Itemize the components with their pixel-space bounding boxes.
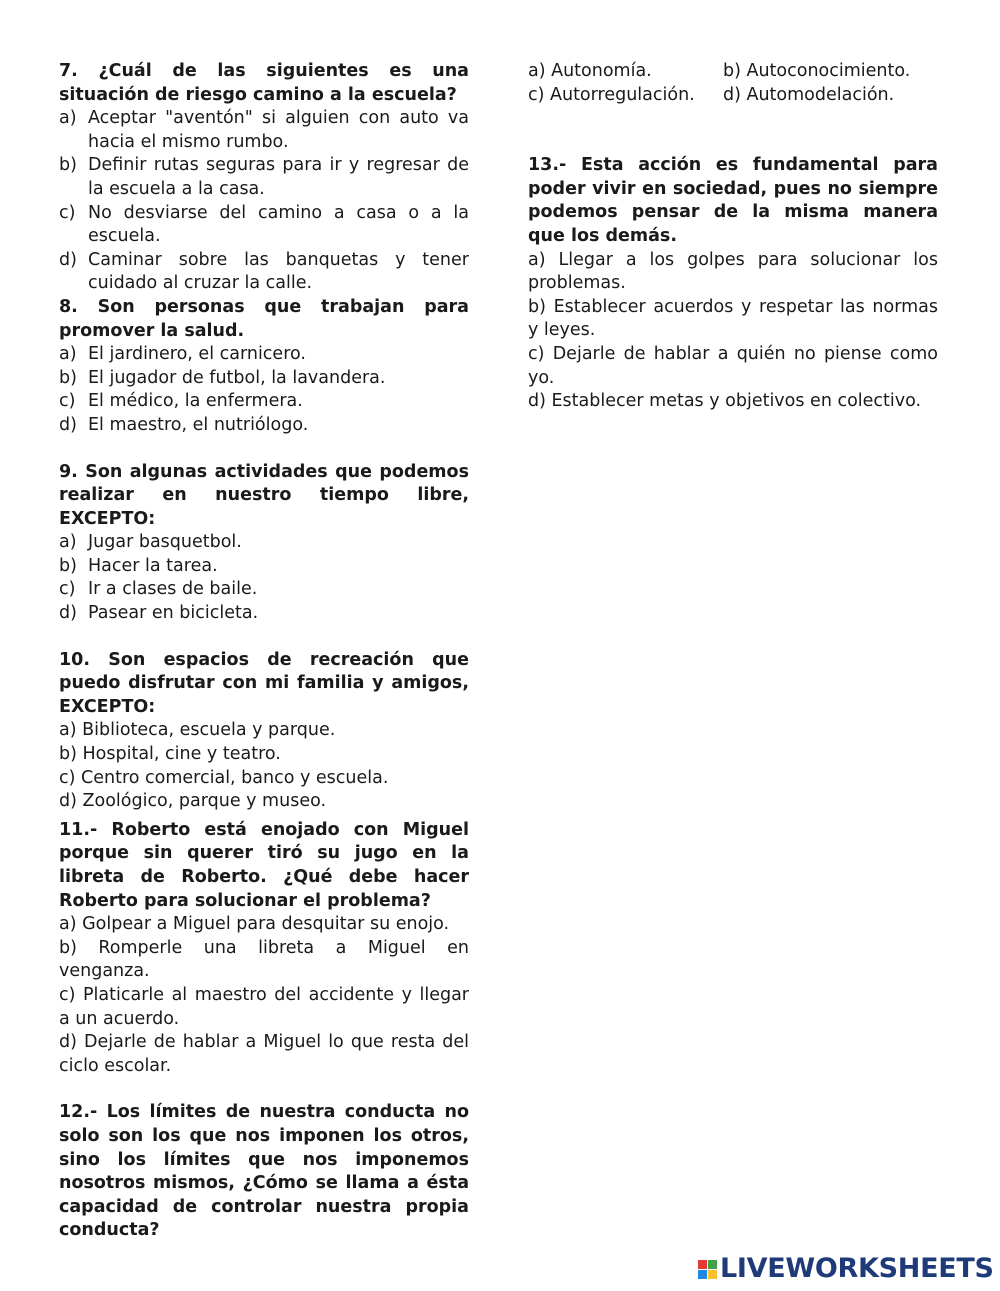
spacer <box>59 438 469 461</box>
question-13-option-a[interactable]: a) Llegar a los golpes para solucionar los problemas. <box>528 249 938 294</box>
logo-mark-i <box>708 1260 717 1269</box>
question-13-option-c[interactable]: c) Dejarle de hablar a quién no piense como yo. <box>528 343 938 388</box>
question-12-option-a[interactable]: a) Autonomía. <box>528 61 652 81</box>
question-11-option-d[interactable]: d) Dejarle de hablar a Miguel lo que resta del ciclo escolar. <box>59 1032 469 1076</box>
question-11-option-a[interactable]: a) Golpear a Miguel para desquitar su enojo. <box>59 914 450 935</box>
question-10-title: 10. Son espacios de recreación que puedo disfrutar con mi familia y amigos, EXCEPTO: <box>59 649 469 717</box>
question-11-option-c[interactable]: c) Platicarle al maestro del accidente y llegar a un acuerdo. <box>59 984 469 1029</box>
question-8-option-a[interactable]: a) El jardinero, el carnicero. <box>59 344 306 365</box>
logo-mark-e <box>708 1270 717 1279</box>
question-10-option-b[interactable]: b) Hospital, cine y teatro. <box>59 744 281 765</box>
logo-mark-icon <box>698 1260 717 1279</box>
spacer <box>528 107 938 154</box>
question-9-option-b[interactable]: b) Hacer la tarea. <box>59 555 218 576</box>
question-9-option-c[interactable]: c) Ir a clases de baile. <box>59 579 258 600</box>
question-7-option-a[interactable]: a) Aceptar "aventón" si alguien con auto va hacia el mismo rumbo. <box>59 108 469 152</box>
question-9-option-a[interactable]: a) Jugar basquetbol. <box>59 532 242 553</box>
question-10-option-d[interactable]: d) Zoológico, parque y museo. <box>59 791 327 812</box>
question-7-title: 7. ¿Cuál de las siguientes es una situación de riesgo camino a la escuela? <box>59 61 469 105</box>
question-9-option-d[interactable]: d) Pasear en bicicleta. <box>59 603 259 624</box>
question-8-title: 8. Son personas que trabajan para promover la salud. <box>59 296 469 341</box>
question-7-option-c[interactable]: c) No desviarse del camino a casa o a la escuela. <box>59 202 469 247</box>
question-8-option-d[interactable]: d) El maestro, el nutriólogo. <box>59 414 309 435</box>
logo-mark-v <box>698 1270 707 1279</box>
question-12-options-row-1 <box>528 60 938 84</box>
question-8-option-b[interactable]: b) El jugador de futbol, la lavandera. <box>59 367 386 388</box>
left-column <box>59 60 469 1243</box>
question-13-title: 13.- Esta acción es fundamental para poder vivir en sociedad, pues no siempre podemos pensar de la misma manera que los demás. <box>528 155 938 246</box>
question-11-option-b[interactable]: b) Romperle una libreta a Miguel en venganza. <box>59 937 469 982</box>
logo-text: LIVEWORKSHEETS <box>720 1253 994 1285</box>
question-10-option-c[interactable]: c) Centro comercial, banco y escuela. <box>59 767 389 788</box>
logo-mark-l <box>698 1260 707 1269</box>
question-13-option-d[interactable]: d) Establecer metas y objetivos en colectivo. <box>528 391 922 412</box>
question-9-title: 9. Son algunas actividades que podemos realizar en nuestro tiempo libre, EXCEPTO: <box>59 461 469 529</box>
question-12-option-b[interactable]: b) Autoconocimiento. <box>723 61 911 81</box>
question-8-option-c[interactable]: c) El médico, la enfermera. <box>59 391 303 412</box>
question-7-option-d[interactable]: d) Caminar sobre las banquetas y tener cuidado al cruzar la calle. <box>59 249 469 294</box>
question-12-title: 12.- Los límites de nuestra conducta no solo son los que nos imponen los otros, sino los límites que nos imponemos nosotros mismos, ¿Cómo se llama a ésta capacidad de controlar nuestra propia conducta? <box>59 1102 469 1241</box>
question-12-options-row-2 <box>528 84 938 108</box>
question-13-option-b[interactable]: b) Establecer acuerdos y respetar las normas y leyes. <box>528 296 938 341</box>
question-10-option-a[interactable]: a) Biblioteca, escuela y parque. <box>59 720 336 741</box>
question-12-option-d[interactable]: d) Automodelación. <box>723 84 895 105</box>
spacer <box>59 1078 469 1101</box>
liveworksheets-logo <box>698 1254 994 1284</box>
question-12-option-c[interactable]: c) Autorregulación. <box>528 84 695 105</box>
spacer <box>59 626 469 649</box>
question-7-option-b[interactable]: b) Definir rutas seguras para ir y regresar de la escuela a la casa. <box>59 155 469 199</box>
question-11-title: 11.- Roberto está enojado con Miguel porque sin querer tiró su jugo en la libreta de Roberto. ¿Qué debe hacer Roberto para solucionar el problema? <box>59 819 469 911</box>
right-column <box>528 60 938 414</box>
